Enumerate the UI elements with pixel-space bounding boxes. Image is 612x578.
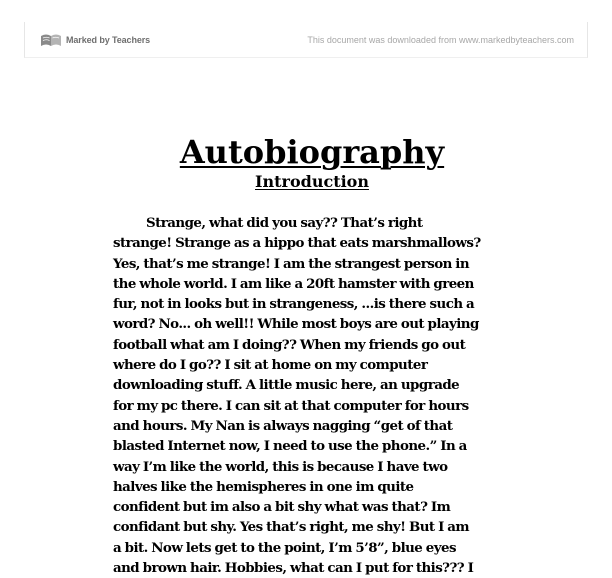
body-line: and hours. My Nan is always nagging “get of that: [113, 417, 453, 434]
body-line: Yes, that’s me strange! I am the strangest person in: [113, 255, 470, 272]
download-source-note: This document was downloaded from www.markedbyteachers.com: [307, 35, 574, 45]
body-line: way I’m like the world, this is because I have two: [113, 458, 448, 475]
body-line: confidant but shy. Yes that’s right, me shy! But I am: [113, 519, 470, 536]
body-line: for my pc there. I can sit at that computer for hours: [113, 397, 469, 414]
body-line: halves like the hemispheres in one im quite: [113, 478, 414, 495]
brand-name: Marked by Teachers: [66, 35, 151, 45]
open-book-icon: [40, 33, 62, 47]
body-line: a bit. Now lets get to the point, I’m 5’8”, blue eyes: [113, 539, 456, 556]
body-line: confident but im also a bit shy what was that? Im: [113, 499, 451, 516]
document-subtitle: Introduction: [255, 172, 369, 191]
body-line: word? No... oh well!! While most boys are out playing: [113, 316, 479, 333]
body-line: and brown hair. Hobbies, what can I put for this??? I: [113, 560, 474, 577]
body-line: fur, not in looks but in strangeness, ...is there such a: [113, 296, 475, 313]
body-line: football what am I doing?? When my friends go out: [113, 336, 466, 353]
body-line: the whole world. I am like a 20ft hamster with green: [113, 275, 474, 292]
document-body: [113, 213, 523, 578]
body-line: strange! Strange as a hippo that eats marshmallows?: [113, 235, 481, 252]
body-line: downloading stuff. A little music here, an upgrade: [113, 377, 460, 394]
body-line: where do I go?? I sit at home on my computer: [113, 357, 428, 374]
body-line: blasted Internet now, I need to use the phone.” In a: [113, 438, 467, 455]
document-title: Autobiography: [179, 133, 445, 171]
body-line: Strange, what did you say?? That’s right: [146, 215, 423, 231]
brand-logo[interactable]: [40, 32, 150, 48]
